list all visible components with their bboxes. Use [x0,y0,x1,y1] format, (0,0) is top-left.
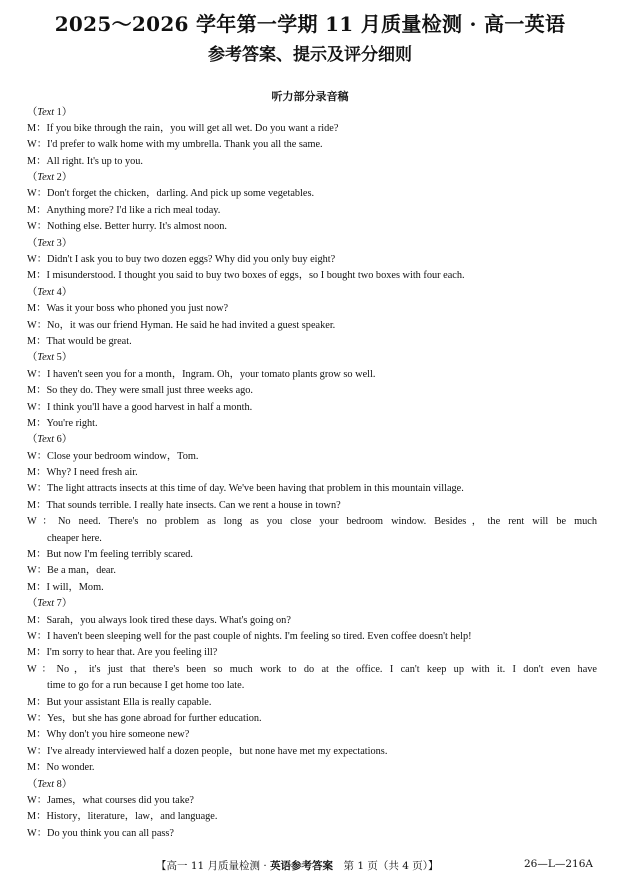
dialogue-line: W：James，what courses did you take? [27,794,194,806]
document-subtitle: 参考答案、提示及评分细则 [208,45,412,65]
text-label-open: （ [27,172,38,184]
text-label-open: （ [27,106,38,118]
dialogue-continuation: time to go for a run because I get home too late. [47,680,245,692]
text-label-number: 8） [54,778,73,790]
footer-subject: 英语参考答案 [270,860,334,872]
dialogue-line: M：Was it your boss who phoned you just now? [27,303,229,315]
dialogue-line: W：Didn't I ask you to buy two dozen eggs? Why did you only buy eight? [27,254,336,266]
footer-exam-name: 【高一 11 月质量检测 · [156,860,271,872]
dialogue-line: M：But now I'm feeling terribly scared. [27,549,193,561]
text-label-word: Text [37,106,55,118]
text-label [27,285,597,301]
dialogue-line: M：That would be great. [27,335,132,347]
text-label-word: Text [37,352,55,364]
dialogue-line: M：Anything more? I'd like a rich meal today. [27,204,221,216]
text-label-open: （ [27,598,38,610]
dialogue-line: W：Close your bedroom window，Tom. [27,450,199,462]
dialogue-line: W：No，it's just that there's been so much work to do at the office. I can't keep up with it. I don't even have [27,663,597,675]
footer-page-info: 第 1 页（共 4 页）】 [333,860,439,872]
text-label [27,236,597,252]
text-label-number: 7） [54,598,73,610]
dialogue-line: W：Be a man，dear. [27,565,116,577]
dialogue-line: W：Don't forget the chicken，darling. And pick up some vegetables. [27,188,315,200]
dialogue-line: W：I haven't been sleeping well for the past couple of nights. I'm feeling so tired. Even coffee doesn't help! [27,631,472,642]
text-label-word: Text [37,172,55,184]
section-heading: 听力部分录音稿 [271,90,349,103]
dialogue-line: M：You're right. [27,417,98,429]
dialogue-line: M：I misunderstood. I thought you said to buy two boxes of eggs，so I bought two boxes with four each. [27,270,465,282]
footer-caption [156,858,439,873]
dialogue-line: M：But your assistant Ella is really capable. [27,696,212,708]
dialogue-line: M：Why? I need fresh air. [27,467,138,479]
dialogue-line: W：I think you'll have a good harvest in half a month. [27,401,253,413]
dialogue-line: W：No need. There's no problem as long as you close your bedroom window. Besides，the rent will be much [27,516,597,528]
text-label-open: （ [27,286,38,298]
dialogue-line: M：History，literature，law，and language. [27,811,218,823]
dialogue-line: M：So they do. They were small just three weeks ago. [27,385,254,397]
dialogue-line: M：All right. It's up to you. [27,155,143,167]
text-label-word: Text [37,434,55,446]
text-label-word: Text [37,237,55,249]
dialogue-line: M：Why don't you hire someone new? [27,729,190,741]
dialogue-line: W：I haven't seen you for a month，Ingram. Oh，your tomato plants grow so well. [27,368,376,380]
text-label [27,432,597,448]
transcript [27,105,597,843]
text-label-word: Text [37,286,55,298]
dialogue-line: W：I've already interviewed half a dozen people，but none have met my expectations. [27,745,388,757]
text-label [27,596,597,612]
text-label [27,777,597,793]
text-label-open: （ [27,237,38,249]
document-title: 2025～2026 学年第一学期 11 月质量检测 · 高一英语 [54,12,566,36]
text-label-open: （ [27,434,38,446]
text-label-number: 2） [54,172,73,184]
dialogue-line: W：I'd prefer to walk home with my umbrella. Thank you all the same. [27,139,323,151]
text-label-word: Text [37,778,55,790]
text-label [27,105,597,121]
text-label [27,350,597,366]
text-label-open: （ [27,778,38,790]
dialogue-line: M：I will，Mom. [27,581,104,593]
text-label-word: Text [37,598,55,610]
dialogue-line: M：That sounds terrible. I really hate insects. Can we rent a house in town? [27,499,341,511]
text-label-number: 5） [54,352,73,364]
text-label-number: 4） [54,286,73,298]
footer-code: 26—L—216A [524,858,593,870]
dialogue-line: M：No wonder. [27,762,95,774]
text-label [27,170,597,186]
text-label-number: 1） [54,106,73,118]
dialogue-line: M：If you bike through the rain，you will get all wet. Do you want a ride? [27,122,339,134]
dialogue-line: W：The light attracts insects at this time of day. We've been having that problem in this mountain village. [27,483,464,495]
dialogue-line: W：No，it was our friend Hyman. He said he had invited a guest speaker. [27,319,336,331]
text-label-number: 6） [54,434,73,446]
dialogue-line: W：Yes，but she has gone abroad for further education. [27,712,262,724]
dialogue-line: W：Nothing else. Better hurry. It's almost noon. [27,221,227,233]
dialogue-line: M：Sarah，you always look tired these days. What's going on? [27,614,291,626]
dialogue-line: M：I'm sorry to hear that. Are you feeling ill? [27,647,218,659]
text-label-number: 3） [54,237,73,249]
dialogue-line: W：Do you think you can all pass? [27,827,174,839]
dialogue-continuation: cheaper here. [47,532,102,544]
text-label-open: （ [27,352,38,364]
